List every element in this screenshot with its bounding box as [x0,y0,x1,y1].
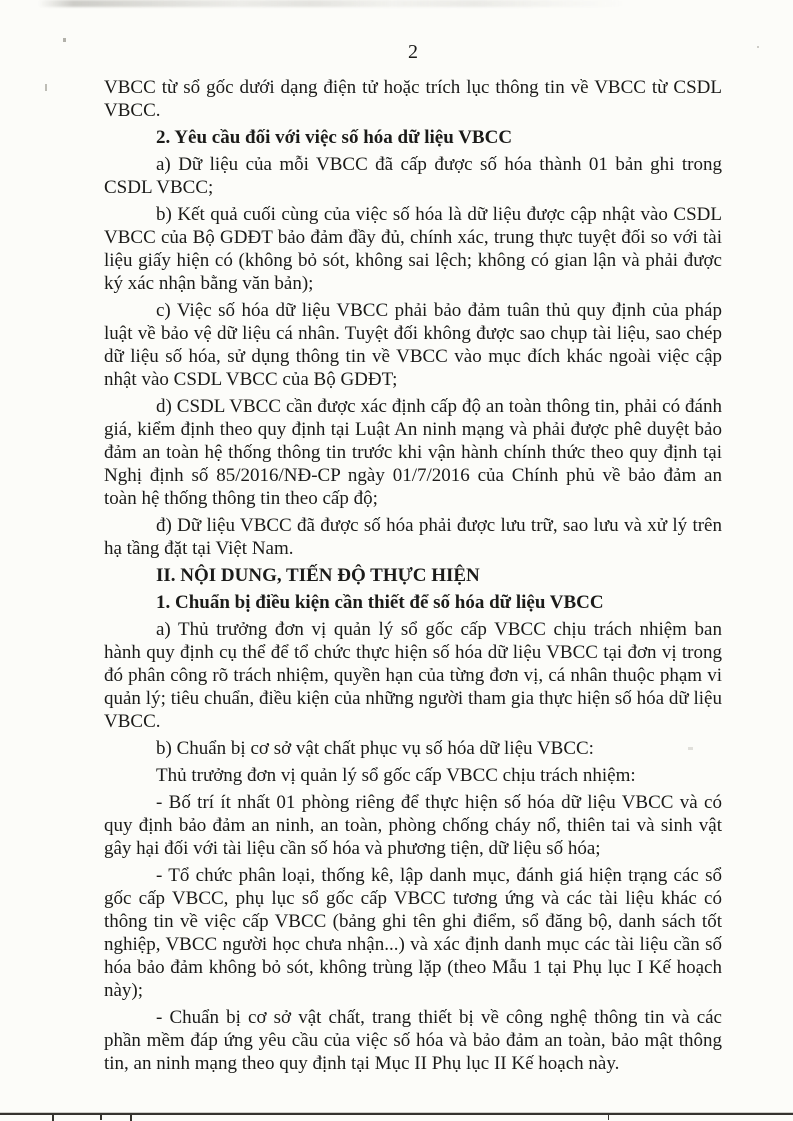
paragraph-item-1b: b) Chuẩn bị cơ sở vật chất phục vụ số hóa dữ liệu VBCC: [156,738,594,759]
paragraph-item-2b: b) Kết quả cuối cùng của việc số hóa là dữ liệu được cập nhật vào CSDL VBCC của Bộ GDĐT bảo đảm đầy đủ, chính xác, trung thực tuyệt đối so với tài liệu giấy hiện có (không bỏ sót, không sai lệch; không có gian lận và phải được ký xác nhận bằng văn bản); [104,204,722,294]
paragraph-item-2dd: đ) Dữ liệu VBCC đã được số hóa phải được lưu trữ, sao lưu và xử lý trên hạ tầng đặt tại Việt Nam. [104,515,722,559]
bullet-room-setup: - Bố trí ít nhất 01 phòng riêng để thực hiện số hóa dữ liệu VBCC và có quy định bảo đảm an ninh, an toàn, phòng chống cháy nổ, thiên tai và sinh vật gây hại đối với tài liệu cần số hóa và phương tiện, dữ liệu số hóa; [104,792,722,859]
paragraph-item-2a: a) Dữ liệu của mỗi VBCC đã cấp được số hóa thành 01 bản ghi trong CSDL VBCC; [104,154,722,198]
paragraph-item-2d: d) CSDL VBCC cần được xác định cấp độ an toàn thông tin, phải có đánh giá, kiểm định theo quy định tại Luật An ninh mạng và phải được phê duyệt bảo đảm an toàn hệ thống thông tin trước khi vận hành chính thức theo quy định tại Nghị định số 85/2016/NĐ-CP ngày 01/7/2016 của Chính phủ về bảo đảm an toàn hệ thống thông tin theo cấp độ; [104,396,722,509]
paragraph-item-2c: c) Việc số hóa dữ liệu VBCC phải bảo đảm tuân thủ quy định của pháp luật về bảo vệ dữ liệu cá nhân. Tuyệt đối không được sao chụp tài liệu, sao chép dữ liệu số hóa, sử dụng thông tin về VBCC vào mục đích khác ngoài việc cập nhật vào CSDL VBCC của Bộ GDĐT; [104,300,722,390]
paragraph-responsibility-intro: Thủ trưởng đơn vị quản lý sổ gốc cấp VBCC chịu trách nhiệm: [156,765,636,786]
heading-part-ii-1: 1. Chuẩn bị điều kiện cần thiết để số hóa dữ liệu VBCC [156,592,604,613]
bullet-inventory: - Tổ chức phân loại, thống kê, lập danh mục, đánh giá hiện trạng các sổ gốc cấp VBCC, phụ lục sổ gốc cấp VBCC tương ứng và các tài liệu khác có thông tin về việc cấp VBCC (bảng ghi tên ghi điểm, sổ đăng bộ, danh sách tốt nghiệp, VBCC người học chưa nhận...) và xác định danh mục các tài liệu cần số hóa bảo đảm không bỏ sót, không trùng lặp (theo Mẫu 1 tại Phụ lục I Kế hoạch này); [104,865,722,1001]
page-number: 2 [408,41,418,63]
bullet-it-equipment: - Chuẩn bị cơ sở vật chất, trang thiết bị về công nghệ thông tin và các phần mềm đáp ứng yêu cầu của việc số hóa và bảo đảm an toàn, bảo mật thông tin, an ninh mạng theo quy định tại Mục II Phụ lục II Kế hoạch này. [104,1007,722,1074]
scan-artifact-tick [608,1114,609,1120]
heading-section-2: 2. Yêu cầu đối với việc số hóa dữ liệu VBCC [156,127,513,148]
scan-artifact-tick [52,1114,54,1121]
document-body [104,76,722,1079]
scan-smudge-top [38,0,628,7]
scan-speck [63,38,66,42]
scan-speck [45,84,47,91]
scan-artifact-bottom-line [0,1113,793,1115]
paragraph-continuation: VBCC từ sổ gốc dưới dạng điện tử hoặc trích lục thông tin về VBCC từ CSDL VBCC. [104,77,722,121]
scan-artifact-tick [100,1114,102,1120]
scan-artifact-tick [130,1114,132,1121]
paragraph-item-1a: a) Thủ trưởng đơn vị quản lý sổ gốc cấp VBCC chịu trách nhiệm ban hành quy định cụ thể để tổ chức thực hiện số hóa dữ liệu VBCC tại đơn vị trong đó phân công rõ trách nhiệm, quyền hạn của từng đơn vị, cá nhân thuộc phạm vi quản lý; tiêu chuẩn, điều kiện của những người tham gia thực hiện số hóa dữ liệu VBCC. [104,619,722,732]
heading-part-ii: II. NỘI DUNG, TIẾN ĐỘ THỰC HIỆN [156,565,480,586]
scan-speck [757,46,759,48]
